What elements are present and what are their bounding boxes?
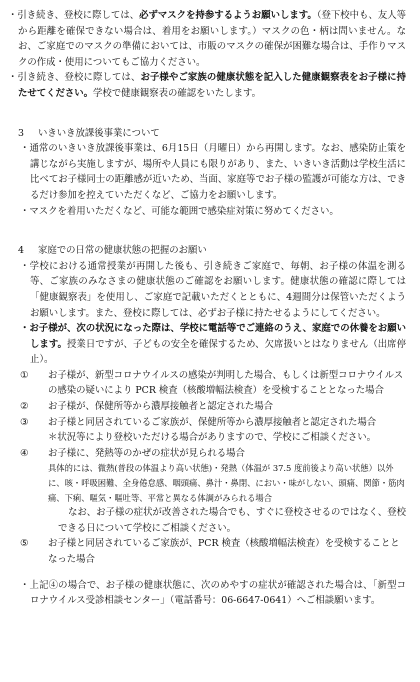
condition-note-3: ＊状況等により登校いただける場合がありますので、学校にご相談ください。 [48,432,376,444]
condition-mark: ③ [20,416,29,428]
consultation-center-item: ・上記④の場合で、お子様の健康状態に、次のめやすの症状が確認された場合は、「新型コロナウイルス受診相談センター」（電話番号：06-6647-0641）へご相談願います。 [20,579,406,607]
section-4-item-rest-at-home [20,321,406,368]
section-3-heading [8,126,406,142]
condition-item-2 [20,399,406,415]
health-card-lead: ・引き続き、登校に際しては、 [8,72,141,84]
section-4-heading [8,243,406,259]
condition-mark: ① [20,369,29,381]
spacer [8,568,406,578]
condition-text: お子様が、新型コロナウイルスの感染が判明した場合、もしくは新型コロナウイルスの感染の疑いにより PCR 検査（核酸増幅法検査）を受検することとなった場合 [48,369,404,397]
condition-text: お子様が、保健所等から濃厚接触者と認定された場合 [48,401,274,413]
section-3-item: ・マスクを着用いただくなど、可能な範囲で感染症対策に努めてください。 [20,205,339,217]
condition-item-4 [20,446,406,462]
section-3-item: ・通常のいきいき放課後事業は、6月15日（月曜日）から再開します。なお、感染防止策を講じながら実施しますが、場所や人員にも限りがあり、また、いきいき活動は学校生活に比べてお子様同士の距離感が近いため、当面、家庭等でお子様の監護が可能な方は、できるだけ参加を控えていただくなど、ご協力をお願いします。 [20,143,406,201]
condition-mark: ② [20,401,29,413]
section-4-title: 家庭での日常の健康状態の把握のお願い [38,245,207,257]
symptom-details: 具体的には、微熱(普段の体温より高い状態)・発熱（体温が 37.5 度前後より高い状態）以外に、咳・呼吸困難、全身倦怠感、咽頭痛、鼻汁・鼻閉、におい・味がしない、頭痛、関節・筋肉痛、下痢、嘔気・嘔吐等、平常と異なる体調がみられる場合 [48,463,405,503]
mask-rest: （登下校中も、友人等から距離を確保できない場合は、着用をお願いします。）マスクの色・柄は問いません。なお、ご家庭でのマスクの準備においては、市販のマスクの確保が困難な場合は、手作りマスクの作成・使用についてもご協力ください。 [18,10,406,68]
section-3-number: 3 [18,127,24,139]
section-4-item-health-check: ・学校における通常授業が再開した後も、引き続きご家庭で、毎朝、お子様の体温を測る等、ご家族のみなさまの健康状態のご確認をお願いします。健康状態の確認に際しては「健康観察表」を使用し、ご家庭で記載いただくとともに、4週間分は保管いただくようお願いします。また、登校に際しては、必ずお子様に持たせるようにしてください。 [20,260,406,319]
condition-text: お子様と同居されているご家族が、PCR 検査（核酸増幅法検査）を受検することとなった場合 [48,538,400,565]
mask-bold: 必ずマスクを持参するようお願いします。 [139,10,317,21]
health-card-paragraph [8,70,406,101]
condition-item-5 [20,536,406,567]
mask-lead: ・引き続き、登校に際しては、 [8,10,140,21]
spacer [8,102,406,116]
condition-item-3 [20,415,406,431]
section-3-title: いきいき放課後事業について [38,127,160,139]
mask-paragraph [8,8,406,70]
condition-mark: ⑤ [20,538,29,550]
condition-item-1 [20,368,406,399]
condition-mark: ④ [20,447,29,459]
section-4-number: 4 [18,245,24,257]
health-card-bold: お子様やご家族の健康状態を記入した健康観察表をお子様に持たせてください。 [18,72,406,99]
rest-at-home-bold: ・お子様が、次の状況になった際は、学校に電話等でご連絡のうえ、家庭での休養をお願いします。 [20,323,406,350]
rest-at-home-rest: 授業日ですが、子どもの安全を確保するため、欠席扱いとはなりません（出席停止）。 [30,338,406,366]
condition-note-4: なお、お子様の症状が改善された場合でも、すぐに登校させるのではなく、登校できる日について学校にご相談ください。 [58,507,406,534]
health-card-rest: 学校で健康観察表の確認をいたします。 [93,87,262,99]
spacer [8,219,406,233]
condition-text: お子様と同居されているご家族が、保健所等から濃厚接触者と認定された場合 [48,416,377,428]
condition-text: お子様に、発熱等のかぜの症状が見られる場合 [48,447,245,459]
